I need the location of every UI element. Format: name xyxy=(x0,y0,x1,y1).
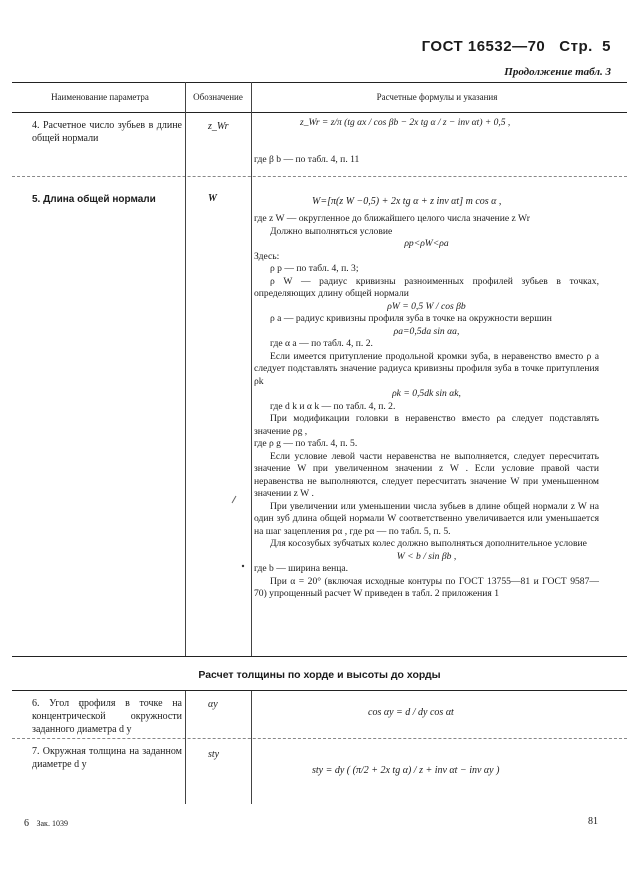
row5-line: ρ a — радиус кривизны профиля зуба в точке на окружности вершин xyxy=(270,313,552,324)
row5-line: W < b / sin βb , xyxy=(396,550,457,562)
row5-line: ρa=0,5da sin αa, xyxy=(393,325,460,337)
row5-line: ρ W — радиус кривизны разноименных профилей зубьев в точках, определяющих длину общей нормали xyxy=(254,275,599,299)
row5-param: 5. Длина общей нормали xyxy=(32,194,156,205)
scan-mark xyxy=(242,565,244,567)
row5-line: Если имеется притупление продольной кромки зуба, в неравенство вместо ρ a следует подставлять значение радиуса кривизны профиля зуба в точке притупления ρk xyxy=(254,350,599,387)
row5-line: где ρ g — по табл. 4, п. 5. xyxy=(254,438,358,449)
row5-line: Должно выполняться условие xyxy=(270,225,393,237)
row5-line: При увеличении или уменьшении числа зубьев в длине общей нормали z W на один зуб длина общей нормали W соответственно увеличивается или уменьшается на шаг зацепления pα , где pα — по табл. 5, п. 5. xyxy=(254,500,599,537)
scan-mark xyxy=(232,496,236,503)
row5-line: где d k и α k — по табл. 4, п. 2. xyxy=(270,400,396,412)
row4-formula: z_Wr = z/π (tg αx / cos βb − 2x tg α / z − inv αt) + 0,5 , xyxy=(300,118,511,128)
page-label: Стр. xyxy=(559,38,593,55)
row5-line: где α a — по табл. 4, п. 2. xyxy=(270,338,373,349)
col-header-param: Наименование параметра xyxy=(51,92,149,102)
row5-symbol: W xyxy=(208,193,217,204)
row4-param: 4. Расчетное число зубьев в длине общей нормали xyxy=(32,120,182,144)
row4-symbol: z_Wr xyxy=(208,121,229,132)
row5-line: где z W — округленное до ближайшего целого числа значение z Wr xyxy=(254,213,530,224)
row4-note: где β b — по табл. 4, п. 11 xyxy=(254,154,360,165)
standard-code: ГОСТ 16532—70 xyxy=(421,38,546,55)
row5-line: При α = 20° (включая исходные контуры по ГОСТ 13755—81 и ГОСТ 9587—70) упрощенный расчет W приведен в табл. 2 приложения 1 xyxy=(254,575,599,599)
row6-symbol: αy xyxy=(208,699,218,710)
row6-formula: cos αy = d / dy cos αt xyxy=(368,707,454,718)
col-header-symbol: Обозначение xyxy=(193,92,243,102)
row5-line: Здесь: xyxy=(254,250,280,262)
footer-right-number: 81 xyxy=(588,816,598,827)
continuation-label: Продолжение табл. 3 xyxy=(504,66,611,78)
row6-param: 6. Угол профиля в точке на концентрической окружности заданного диаметра d y xyxy=(32,698,182,735)
footer-number: 6 xyxy=(24,818,29,829)
row7-formula: sty = dy ( (π/2 + 2x tg α) / z + inv αt − inv αy ) xyxy=(312,765,500,776)
row5-line: ρW = 0,5 W / cos βb xyxy=(387,300,466,312)
col-header-formulas: Расчетные формулы и указания xyxy=(376,92,498,102)
page-number: 5 xyxy=(602,38,611,55)
row7-param: 7. Окружная толщина на заданном диаметре d y xyxy=(32,746,182,770)
row5-line: ρp<ρW<ρa xyxy=(404,238,449,249)
scan-mark xyxy=(79,703,83,709)
row5-line: При модификации головки в неравенство вместо ρa следует подставлять значение ρg , xyxy=(254,413,599,437)
row5-formula: W=[π(z W −0,5) + 2x tg α + z inv αt] m cos α , xyxy=(312,196,502,207)
row5-line: Для косозубых зубчатых колес должно выполняться дополнительное условие xyxy=(270,538,587,549)
row7-symbol: sty xyxy=(208,749,220,760)
row5-line: ρ p — по табл. 4, п. 3; xyxy=(270,263,359,274)
row5-line: Если условие левой части неравенства не выполняется, следует пересчитать значение W при увеличенном значении z W . Если условие правой части неравенства не выполняются, следует пересчитать значение W при уменьшенном значении z W . xyxy=(254,450,599,499)
row5-line: где b — ширина венца. xyxy=(254,563,349,574)
row5-line: ρk = 0,5dk sin αk, xyxy=(392,388,461,399)
section-title: Расчет толщины по хорде и высоты до хорды xyxy=(198,669,441,681)
footer-order: Зак. 1039 xyxy=(36,819,68,828)
